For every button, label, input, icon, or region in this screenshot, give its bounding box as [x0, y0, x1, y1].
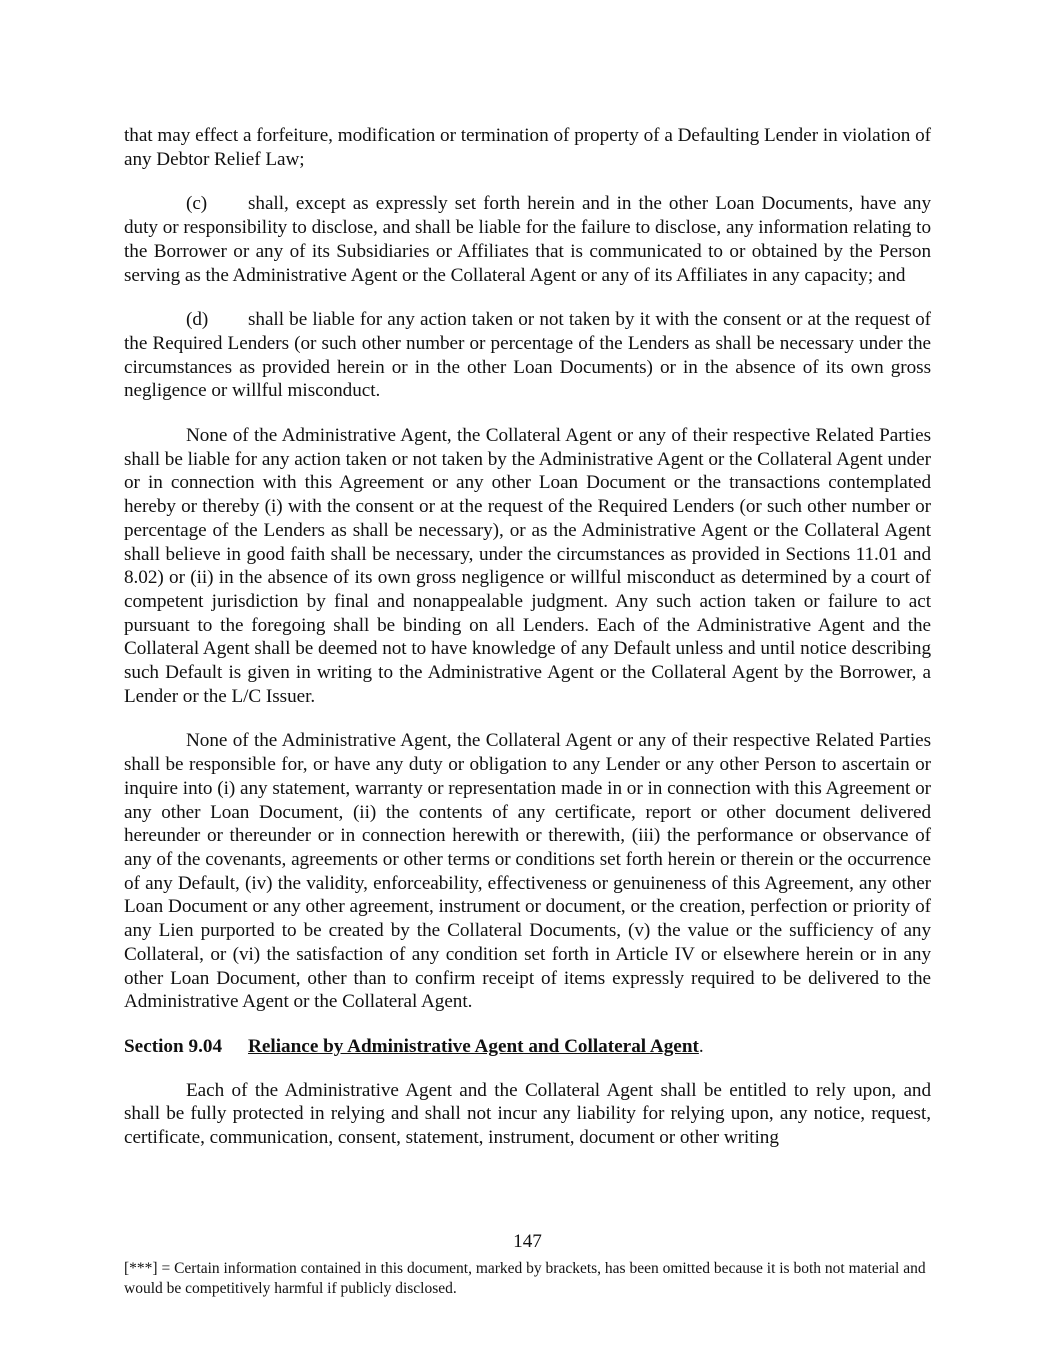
- document-page: [124, 124, 931, 1171]
- item-label-c: (c): [186, 193, 208, 215]
- footnote: [***] = Certain information contained in this document, marked by brackets, has been omitted because it is both not material and would be competitively harmful if publicly disclosed.: [124, 1260, 926, 1297]
- list-item-d: [124, 308, 931, 403]
- section-title: Reliance by Administrative Agent and Collateral Agent: [248, 1035, 699, 1057]
- paragraph-continuation: that may effect a forfeiture, modification or termination of property of a Defaulting Lender in violation of any Debtor Relief Law;: [124, 125, 931, 170]
- item-label-d: (d): [186, 309, 209, 331]
- section-title-period: .: [698, 1035, 704, 1057]
- item-text-c: shall, except as expressly set forth herein and in the other Loan Documents, have any duty or responsibility to disclose, and shall be liable for the failure to disclose, any information relating to the Borrower or any of its Subsidiaries or Affiliates that is communicated to or obtained by the Person serving as the Administrative Agent or the Collateral Agent or any of its Affiliates in any capacity; and: [124, 193, 931, 286]
- section-number: Section 9.04: [124, 1035, 223, 1057]
- list-item-c: [124, 192, 931, 287]
- paragraph-liability: None of the Administrative Agent, the Collateral Agent or any of their respective Related Parties shall be liable for any action taken or not taken by the Administrative Agent or the Collateral Agent under or in connection with this Agreement or any other Loan Document or the transactions contemplated hereby or thereby (i) with the consent or at the request of the Required Lenders (or such other number or percentage of the Lenders as shall be necessary), or as the Administrative Agent or the Collateral Agent shall believe in good faith shall be necessary, under the circumstances as provided in Sections 11.01 and 8.02) or (ii) in the absence of its own gross negligence or willful misconduct as determined by a court of competent jurisdiction by final and nonappealable judgment. Any such action taken or failure to act pursuant to the foregoing shall be binding on all Lenders. Each of the Administrative Agent and the Collateral Agent shall be deemed not to have knowledge of any Default unless and until notice describing such Default is given in writing to the Administrative Agent or the Collateral Agent by the Borrower, a Lender or the L/C Issuer.: [124, 425, 931, 707]
- paragraph-responsibility: None of the Administrative Agent, the Collateral Agent or any of their respective Related Parties shall be responsible for, or have any duty or obligation to any Lender or any other Person to ascertain or inquire into (i) any statement, warranty or representation made in or in connection with this Agreement or any other Loan Document, (ii) the contents of any certificate, report or other document delivered hereunder or thereunder or in connection herewith or therewith, (iii) the performance or observance of any of the covenants, agreements or other terms or conditions set forth herein or therein or the occurrence of any Default, (iv) the validity, enforceability, effectiveness or genuineness of this Agreement, any other Loan Document or any other agreement, instrument or document, or the creation, perfection or priority of any Lien purported to be created by the Collateral Documents, (v) the value or the sufficiency of any Collateral, or (vi) the satisfaction of any condition set forth in Article IV or elsewhere herein or in any other Loan Document, other than to confirm receipt of items expressly required to be delivered to the Administrative Agent or the Collateral Agent.: [124, 730, 931, 1013]
- paragraph-reliance: Each of the Administrative Agent and the Collateral Agent shall be entitled to rely upon, and shall be fully protected in relying and shall not incur any liability for relying upon, any notice, request, certificate, communication, consent, statement, instrument, document or other writing: [124, 1079, 931, 1149]
- item-text-d: shall be liable for any action taken or not taken by it with the consent or at the request of the Required Lenders (or such other number or percentage of the Lenders as shall be necessary under the circumstances as provided herein or in the other Loan Documents) or in the absence of its own gross negligence or willful misconduct.: [124, 309, 931, 402]
- page-number: 147: [513, 1231, 542, 1252]
- section-heading: [124, 1035, 931, 1059]
